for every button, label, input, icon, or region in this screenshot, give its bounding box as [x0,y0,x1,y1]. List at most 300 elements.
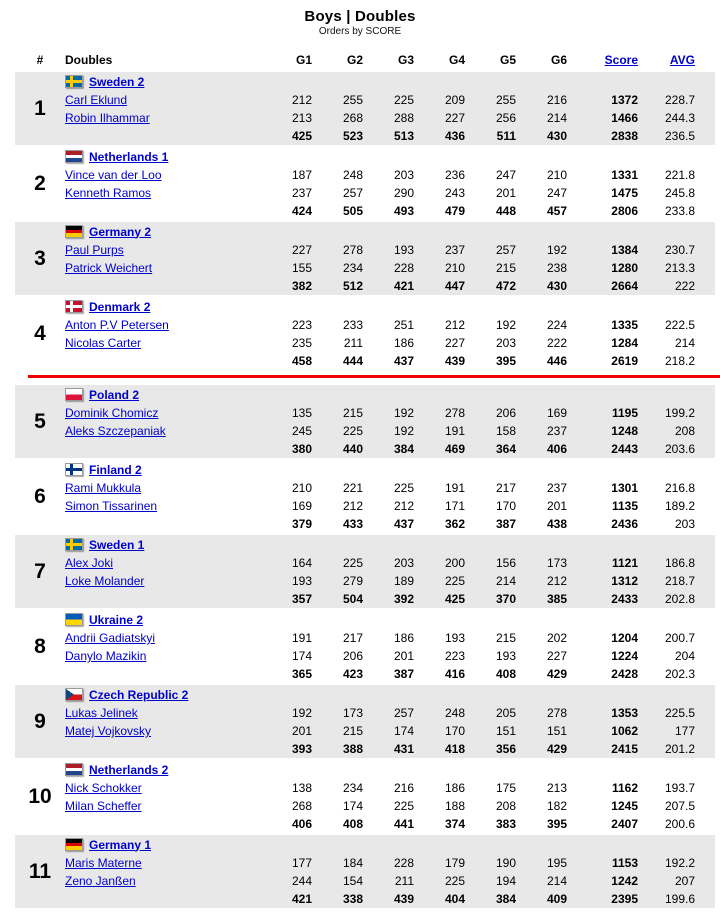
player-g5-value: 255 [495,93,516,107]
player-name-link[interactable]: Paul Purps [65,243,124,257]
player-row [65,109,715,127]
player-g1-value: 213 [291,111,312,125]
player-g4-value: 200 [444,556,465,570]
player-name-link[interactable]: Alex Joki [65,556,114,570]
total-g6-value: 429 [546,667,567,681]
player-name-link[interactable]: Vince van der Loo [65,168,162,182]
player-g5-value: 217 [495,481,516,495]
player-g1-value: 192 [291,706,312,720]
player-name-link[interactable]: Aleks Szczepaniak [65,424,166,438]
team-name-link[interactable]: Czech Republic 2 [89,687,189,702]
total-avg-value: 236.5 [664,129,695,143]
team-totals-row [65,665,715,683]
player-g2-value: 255 [342,93,363,107]
player-name-link[interactable]: Zeno Janßen [65,874,136,888]
player-name-link[interactable]: Nick Schokker [65,781,142,795]
player-g3-value: 225 [393,481,414,495]
player-name-link[interactable]: Rami Mukkula [65,481,142,495]
total-g5-value: 387 [495,517,516,531]
team-name-link[interactable]: Sweden 2 [89,74,145,89]
total-g1-value: 382 [291,279,312,293]
total-g2-value: 512 [342,279,363,293]
total-g6-value: 438 [546,517,567,531]
player-row [65,184,715,202]
player-g5-value: 215 [495,261,516,275]
player-g2-value: 233 [342,318,363,332]
player-avg-value: 186.8 [664,556,695,570]
player-name-link[interactable]: Maris Materne [65,856,142,870]
player-g3-value: 186 [393,631,414,645]
player-g1-value: 164 [291,556,312,570]
total-avg-value: 199.6 [664,892,695,906]
player-row [65,334,715,352]
player-g5-value: 256 [495,111,516,125]
player-g3-value: 192 [393,424,414,438]
player-name-link[interactable]: Kenneth Ramos [65,186,152,200]
player-score-value: 1280 [611,261,638,275]
player-g5-value: 208 [495,799,516,813]
total-g3-value: 493 [393,204,414,218]
player-g3-value: 203 [393,168,414,182]
player-g6-value: 151 [546,724,567,738]
total-score-value: 2443 [611,442,638,456]
player-g3-value: 225 [393,93,414,107]
player-row [65,704,715,722]
player-g4-value: 210 [444,261,465,275]
total-g5-value: 384 [495,892,516,906]
player-g1-value: 210 [291,481,312,495]
total-g1-value: 365 [291,667,312,681]
player-g5-value: 190 [495,856,516,870]
total-g2-value: 444 [342,354,363,368]
player-g4-value: 179 [444,856,465,870]
player-g1-value: 177 [291,856,312,870]
player-avg-value: 193.7 [664,781,695,795]
player-avg-value: 214 [674,336,695,350]
total-g2-value: 505 [342,204,363,218]
total-g3-value: 387 [393,667,414,681]
player-g2-value: 268 [342,111,363,125]
total-avg-value: 203 [674,517,695,531]
team-name-line [65,460,715,479]
total-g4-value: 436 [444,129,465,143]
player-g6-value: 173 [546,556,567,570]
player-g2-value: 234 [342,781,363,795]
player-score-value: 1153 [611,856,638,870]
player-g6-value: 247 [546,186,567,200]
player-g1-value: 155 [291,261,312,275]
total-g6-value: 446 [546,354,567,368]
player-g3-value: 251 [393,318,414,332]
player-g1-value: 201 [291,724,312,738]
player-g2-value: 225 [342,556,363,570]
player-g3-value: 201 [393,649,414,663]
team-block [15,460,715,533]
team-totals-row [65,515,715,533]
total-g2-value: 388 [342,742,363,756]
player-g6-value: 214 [546,874,567,888]
player-g4-value: 278 [444,406,465,420]
player-score-value: 1062 [611,724,638,738]
total-g2-value: 408 [342,817,363,831]
total-g5-value: 511 [496,129,516,143]
team-totals-row [65,440,715,458]
player-g3-value: 192 [393,406,414,420]
player-g4-value: 225 [444,874,465,888]
player-g4-value: 188 [444,799,465,813]
player-g2-value: 278 [342,243,363,257]
player-g5-value: 192 [495,318,516,332]
team-name-link[interactable]: Ukraine 2 [89,612,144,627]
player-g4-value: 227 [444,336,465,350]
column-header-g5: G5 [499,53,516,67]
player-g3-value: 216 [393,781,414,795]
total-g4-value: 469 [444,442,465,456]
player-g5-value: 193 [495,649,516,663]
player-score-value: 1331 [611,168,638,182]
player-g2-value: 225 [342,424,363,438]
player-g1-value: 135 [291,406,312,420]
total-g1-value: 380 [291,442,312,456]
player-g2-value: 215 [342,724,363,738]
team-block [15,72,715,145]
player-name-link[interactable]: Anton P.V Petersen [65,318,169,332]
total-g4-value: 416 [444,667,465,681]
total-g4-value: 362 [444,517,465,531]
player-g3-value: 186 [393,336,414,350]
player-g5-value: 205 [495,706,516,720]
player-g5-value: 194 [495,874,516,888]
team-name-line [65,610,715,629]
player-g4-value: 170 [444,724,465,738]
player-g4-value: 236 [444,168,465,182]
player-row [65,722,715,740]
total-g4-value: 439 [444,354,465,368]
total-avg-value: 233.8 [664,204,695,218]
player-g5-value: 214 [495,574,516,588]
player-score-value: 1335 [611,318,638,332]
player-row [65,259,715,277]
column-header-rank: # [36,53,44,67]
total-score-value: 2433 [611,592,638,606]
column-header-g3: G3 [397,53,414,67]
ua-flag-icon [65,613,83,626]
player-g4-value: 191 [444,481,465,495]
player-g4-value: 243 [444,186,465,200]
total-score-value: 2838 [611,129,638,143]
player-g2-value: 206 [342,649,363,663]
player-g5-value: 206 [495,406,516,420]
player-g1-value: 227 [291,243,312,257]
team-block [15,222,715,295]
player-row [65,554,715,572]
player-row [65,241,715,259]
player-name-link[interactable]: Patrick Weichert [65,261,153,275]
player-g6-value: 227 [546,649,567,663]
team-totals-row [65,590,715,608]
player-avg-value: 177 [674,724,695,738]
player-row [65,572,715,590]
player-score-value: 1248 [611,424,638,438]
total-g1-value: 393 [291,742,312,756]
total-g2-value: 433 [342,517,363,531]
player-g2-value: 173 [342,706,363,720]
total-g2-value: 423 [342,667,363,681]
total-g1-value: 458 [291,354,312,368]
rank-number: 10 [28,784,52,808]
total-avg-value: 200.6 [664,817,695,831]
player-name-link[interactable]: Lukas Jelinek [65,706,138,720]
player-g4-value: 171 [444,499,465,513]
team-name-link[interactable]: Poland 2 [89,387,140,402]
player-name-link[interactable]: Danylo Mazikin [65,649,147,663]
player-row [65,629,715,647]
player-g2-value: 211 [343,336,363,350]
player-avg-value: 199.2 [664,406,695,420]
total-g4-value: 374 [444,817,465,831]
team-name-line [65,147,715,166]
total-g2-value: 440 [342,442,363,456]
player-g3-value: 288 [393,111,414,125]
team-name-line [65,222,715,241]
total-g5-value: 364 [495,442,516,456]
player-name-link[interactable]: Carl Eklund [65,93,128,107]
team-block [15,535,715,608]
player-g3-value: 290 [393,186,414,200]
player-g5-value: 175 [495,781,516,795]
team-name-link[interactable]: Germany 2 [89,224,152,239]
player-avg-value: 228.7 [664,93,695,107]
team-totals-row [65,277,715,295]
player-g6-value: 224 [546,318,567,332]
total-g3-value: 441 [393,817,414,831]
total-g6-value: 406 [546,442,567,456]
player-score-value: 1224 [611,649,638,663]
player-row [65,91,715,109]
nl-flag-icon [65,763,83,776]
team-name-link[interactable]: Denmark 2 [89,299,151,314]
player-g2-value: 154 [342,874,363,888]
total-g4-value: 425 [444,592,465,606]
player-g4-value: 237 [444,243,465,257]
team-name-link[interactable]: Germany 1 [89,837,152,852]
player-g1-value: 174 [291,649,312,663]
team-block [15,610,715,683]
column-header-score-link[interactable]: Score [604,53,638,67]
player-g4-value: 209 [444,93,465,107]
total-g5-value: 408 [495,667,516,681]
player-g6-value: 278 [546,706,567,720]
team-name-link[interactable]: Netherlands 2 [89,762,169,777]
team-name-link[interactable]: Finland 2 [89,462,142,477]
player-g5-value: 156 [495,556,516,570]
teams-list [15,72,715,908]
player-score-value: 1353 [611,706,638,720]
se-flag-icon [65,75,83,88]
player-avg-value: 208 [674,424,695,438]
player-g5-value: 151 [495,724,516,738]
player-avg-value: 230.7 [664,243,695,257]
player-avg-value: 207.5 [664,799,695,813]
player-g2-value: 234 [342,261,363,275]
total-g6-value: 430 [546,129,567,143]
rank-number: 6 [34,484,46,508]
total-g6-value: 395 [546,817,567,831]
player-g6-value: 238 [546,261,567,275]
rank-number: 9 [34,709,46,733]
player-g5-value: 170 [495,499,516,513]
fi-flag-icon [65,463,83,476]
total-g2-value: 504 [342,592,363,606]
total-score-value: 2428 [611,667,638,681]
player-score-value: 1301 [611,481,638,495]
total-score-value: 2806 [611,204,638,218]
page-subtitle: Orders by SCORE [318,26,402,37]
player-g4-value: 227 [444,111,465,125]
player-g2-value: 217 [342,631,363,645]
total-avg-value: 222 [674,279,695,293]
player-g6-value: 195 [546,856,567,870]
team-block [15,147,715,220]
total-score-value: 2415 [611,742,638,756]
player-row [65,166,715,184]
player-g6-value: 202 [546,631,567,645]
player-avg-value: 192.2 [664,856,695,870]
player-g3-value: 228 [393,856,414,870]
team-totals-row [65,890,715,908]
player-score-value: 1384 [611,243,638,257]
player-g4-value: 191 [444,424,465,438]
team-name-line [65,535,715,554]
total-g5-value: 356 [495,742,516,756]
column-header-g1: G1 [295,53,312,67]
player-avg-value: 218.7 [664,574,695,588]
column-header-g6: G6 [550,53,567,67]
total-g3-value: 392 [393,592,414,606]
team-block [15,297,715,370]
player-avg-value: 225.5 [664,706,695,720]
player-g1-value: 245 [291,424,312,438]
total-g1-value: 406 [291,817,312,831]
player-score-value: 1162 [611,781,638,795]
player-g2-value: 248 [342,168,363,182]
total-g4-value: 404 [444,892,465,906]
total-g3-value: 513 [393,129,414,143]
total-g5-value: 448 [495,204,516,218]
player-name-link[interactable]: Andrii Gadiatskyi [65,631,156,645]
total-g2-value: 523 [342,129,363,143]
player-g6-value: 169 [546,406,567,420]
player-name-link[interactable]: Loke Molander [65,574,145,588]
player-g6-value: 201 [546,499,567,513]
player-name-link[interactable]: Robin Ilhammar [65,111,150,125]
player-g6-value: 212 [546,574,567,588]
total-g1-value: 424 [291,204,312,218]
player-row [65,872,715,890]
team-name-link[interactable]: Netherlands 1 [89,149,169,164]
team-totals-row [65,352,715,370]
de-flag-icon [65,225,83,238]
rank-number: 8 [34,634,46,658]
player-name-link[interactable]: Simon Tissarinen [65,499,158,513]
team-block [15,685,715,758]
player-row [65,497,715,515]
team-name-line [65,385,715,404]
player-avg-value: 204 [674,649,695,663]
player-avg-value: 244.3 [664,111,695,125]
player-g6-value: 213 [546,781,567,795]
player-g1-value: 193 [291,574,312,588]
team-name-link[interactable]: Sweden 1 [89,537,145,552]
player-g3-value: 212 [393,499,414,513]
player-score-value: 1135 [611,499,638,513]
player-name-link[interactable]: Nicolas Carter [65,336,142,350]
player-g4-value: 193 [444,631,465,645]
player-row [65,854,715,872]
player-score-value: 1312 [611,574,638,588]
rank-number: 7 [34,559,46,583]
team-name-line [65,760,715,779]
total-g2-value: 338 [342,892,363,906]
player-g2-value: 221 [342,481,363,495]
table-header [15,51,715,67]
column-header-avg-link[interactable]: AVG [669,53,695,67]
rank-number: 5 [34,409,46,433]
total-score-value: 2436 [611,517,638,531]
total-avg-value: 203.6 [664,442,695,456]
pl-flag-icon [65,388,83,401]
player-g3-value: 257 [393,706,414,720]
team-totals-row [65,127,715,145]
total-g3-value: 439 [393,892,414,906]
rank-number: 1 [34,96,46,120]
player-g4-value: 212 [444,318,465,332]
total-g6-value: 429 [546,742,567,756]
player-score-value: 1466 [611,111,638,125]
player-g6-value: 192 [546,243,567,257]
player-g2-value: 184 [342,856,363,870]
player-avg-value: 216.8 [664,481,695,495]
player-g2-value: 215 [342,406,363,420]
total-g3-value: 431 [393,742,414,756]
total-score-value: 2619 [611,354,638,368]
total-g1-value: 379 [291,517,312,531]
player-avg-value: 221.8 [664,168,695,182]
player-name-link[interactable]: Dominik Chomicz [65,406,159,420]
total-g4-value: 418 [444,742,465,756]
player-avg-value: 200.7 [664,631,695,645]
player-g5-value: 158 [495,424,516,438]
player-g1-value: 138 [291,781,312,795]
player-name-link[interactable]: Matej Vojkovsky [65,724,152,738]
player-score-value: 1195 [611,406,638,420]
total-g1-value: 425 [291,129,312,143]
player-g5-value: 215 [495,631,516,645]
team-name-line [65,685,715,704]
player-name-link[interactable]: Milan Scheffer [65,799,142,813]
total-score-value: 2395 [611,892,638,906]
player-avg-value: 189.2 [664,499,695,513]
total-g3-value: 437 [393,354,414,368]
player-g1-value: 244 [291,874,312,888]
player-avg-value: 207 [674,874,695,888]
player-g4-value: 186 [444,781,465,795]
total-score-value: 2407 [611,817,638,831]
total-g4-value: 447 [444,279,465,293]
rank-number: 2 [34,171,46,195]
player-g2-value: 257 [342,186,363,200]
player-g1-value: 212 [291,93,312,107]
